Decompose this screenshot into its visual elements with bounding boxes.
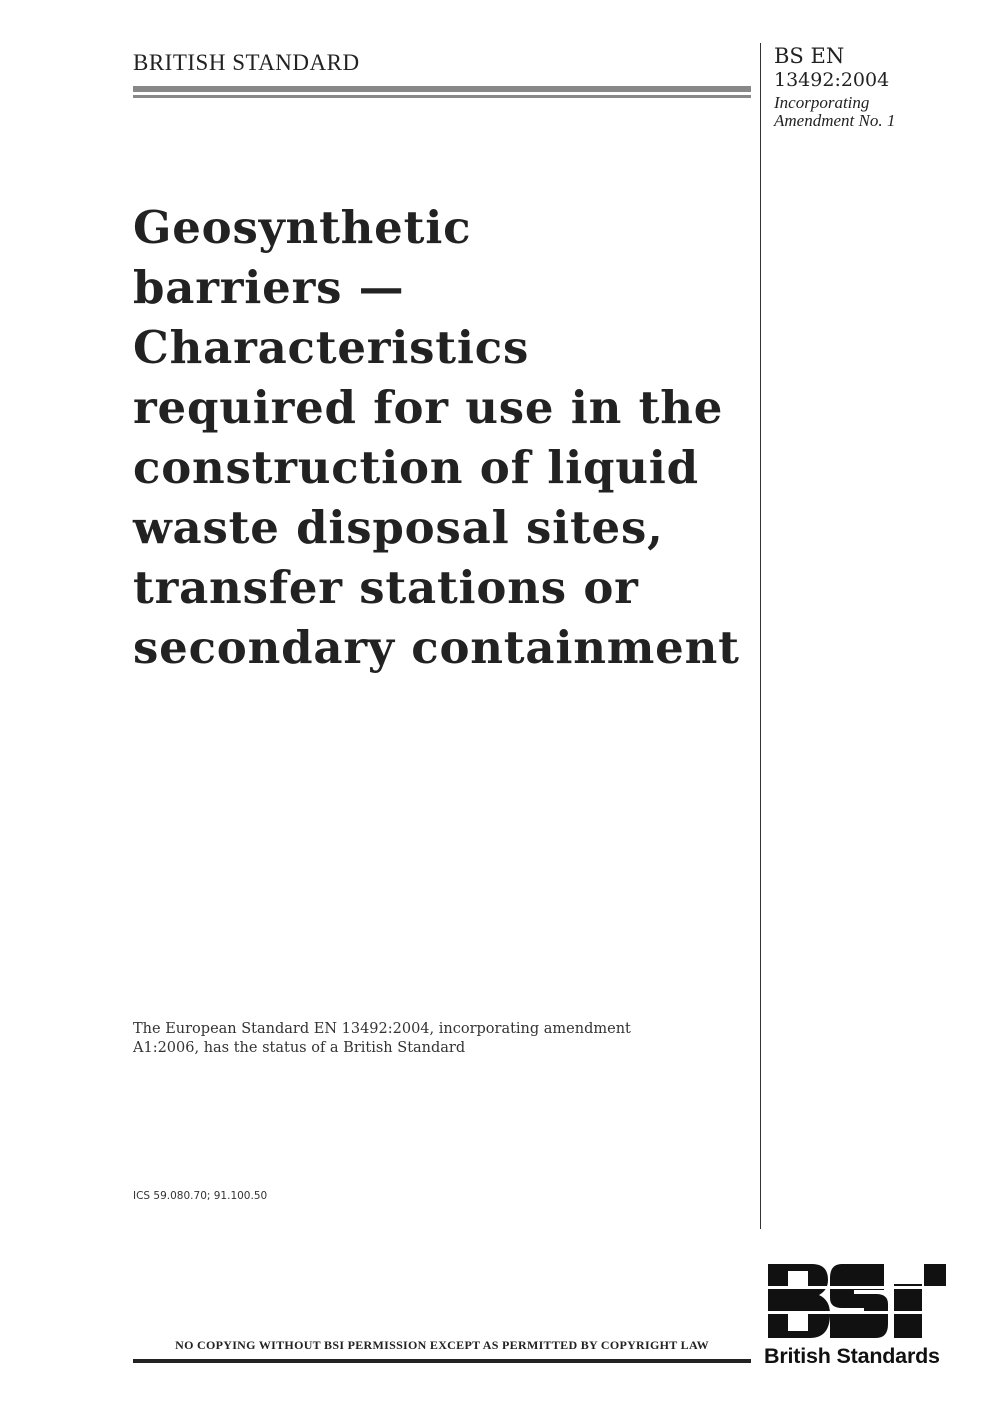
amendment-line-2: Amendment No. 1 — [774, 111, 896, 130]
title-line: Geosynthetic — [133, 201, 472, 254]
title-line: required for use in the — [133, 381, 724, 434]
title-line: secondary containment — [133, 621, 740, 674]
logo-caption: British Standards — [764, 1344, 940, 1368]
document-title — [133, 198, 758, 678]
standard-number-block — [774, 44, 895, 130]
bsi-logo-icon — [764, 1262, 948, 1342]
document-type-label: BRITISH STANDARD — [133, 50, 360, 75]
title-line: Characteristics — [133, 321, 530, 374]
header-rule-thin — [133, 95, 751, 98]
footer-rule — [133, 1359, 751, 1363]
status-line-1: The European Standard EN 13492:2004, incorporating amendment — [133, 1021, 631, 1037]
ics-code: ICS 59.080.70; 91.100.50 — [133, 1190, 268, 1202]
title-line: construction of liquid — [133, 441, 699, 494]
status-line-2: A1:2006, has the status of a British Standard — [133, 1040, 466, 1056]
amendment-note — [774, 94, 895, 130]
title-line: transfer stations or — [133, 561, 639, 614]
vertical-divider — [760, 43, 761, 1229]
title-line: barriers — — [133, 261, 405, 314]
header-rule-thick — [133, 86, 751, 92]
amendment-line-1: Incorporating — [774, 93, 870, 112]
bsi-logo — [764, 1262, 948, 1369]
title-line: waste disposal sites, — [133, 501, 664, 554]
standard-number-prefix: BS EN — [774, 44, 845, 68]
status-statement — [133, 1020, 693, 1058]
copyright-notice: NO COPYING WITHOUT BSI PERMISSION EXCEPT AS PERMITTED BY COPYRIGHT LAW — [175, 1338, 709, 1352]
standard-number: 13492:2004 — [774, 69, 890, 91]
header-rule — [133, 86, 751, 98]
